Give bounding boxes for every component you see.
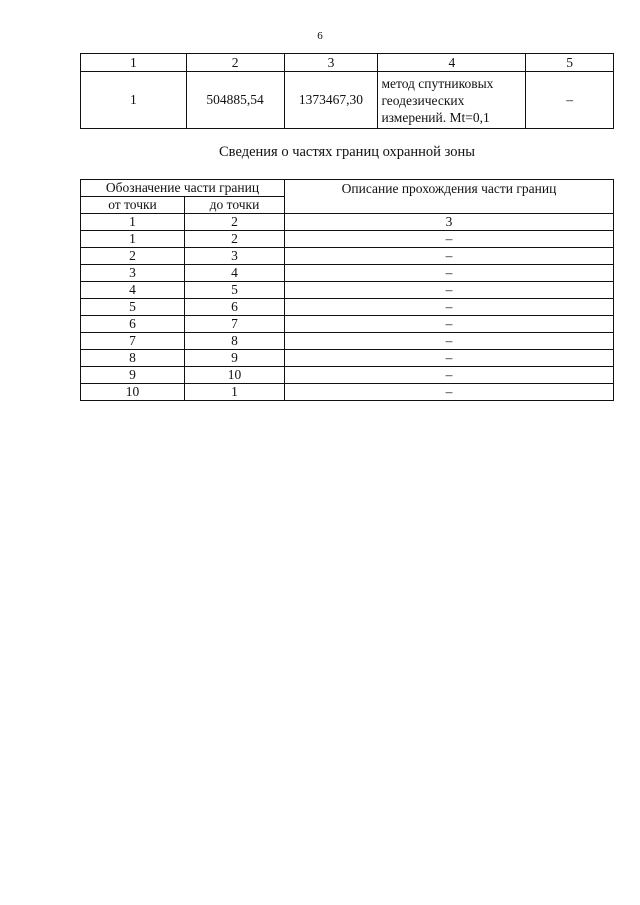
from-point-cell: 9 bbox=[81, 367, 185, 384]
coordinates-row bbox=[81, 72, 614, 129]
parts-numbering-row bbox=[81, 214, 614, 231]
method-cell bbox=[378, 72, 526, 129]
to-point-cell: 8 bbox=[185, 333, 285, 350]
column-number: 3 bbox=[284, 54, 378, 72]
table-row bbox=[81, 350, 614, 367]
description-cell: – bbox=[285, 248, 614, 265]
column-number: 3 bbox=[285, 214, 614, 231]
column-number: 5 bbox=[526, 54, 614, 72]
to-point-cell: 7 bbox=[185, 316, 285, 333]
column-number: 2 bbox=[186, 54, 284, 72]
to-point-cell: 4 bbox=[185, 265, 285, 282]
x-coordinate: 504885,54 bbox=[186, 72, 284, 129]
to-point-cell: 6 bbox=[185, 299, 285, 316]
table-row bbox=[81, 231, 614, 248]
to-point-cell: 3 bbox=[185, 248, 285, 265]
from-point-cell: 1 bbox=[81, 231, 185, 248]
parts-header-row bbox=[81, 180, 614, 197]
page-number: 6 bbox=[317, 30, 323, 42]
from-point-cell: 10 bbox=[81, 384, 185, 401]
from-point-cell: 4 bbox=[81, 282, 185, 299]
description-cell: – bbox=[285, 282, 614, 299]
to-point-cell: 5 bbox=[185, 282, 285, 299]
boundary-parts-table bbox=[80, 179, 614, 401]
table-row bbox=[81, 384, 614, 401]
description-cell: – bbox=[285, 265, 614, 282]
to-point-header: до точки bbox=[185, 197, 285, 214]
to-point-cell: 10 bbox=[185, 367, 285, 384]
from-point-header: от точки bbox=[81, 197, 185, 214]
table-row bbox=[81, 248, 614, 265]
table-row bbox=[81, 282, 614, 299]
description-cell: – bbox=[285, 231, 614, 248]
to-point-cell: 1 bbox=[185, 384, 285, 401]
description-cell: – bbox=[285, 299, 614, 316]
table-row bbox=[81, 333, 614, 350]
method-line: метод спутниковых bbox=[381, 75, 494, 91]
coordinates-header-row bbox=[81, 54, 614, 72]
from-point-cell: 5 bbox=[81, 299, 185, 316]
column-number: 4 bbox=[378, 54, 526, 72]
method-line: измерений. Mt=0,1 bbox=[381, 109, 490, 125]
description-cell: – bbox=[285, 333, 614, 350]
point-description: – bbox=[526, 72, 614, 129]
from-point-cell: 8 bbox=[81, 350, 185, 367]
column-number: 1 bbox=[81, 54, 187, 72]
section-title: Сведения о частях границ охранной зоны bbox=[219, 144, 475, 160]
description-header: Описание прохождения части границ bbox=[285, 180, 614, 214]
to-point-cell: 2 bbox=[185, 231, 285, 248]
from-point-cell: 6 bbox=[81, 316, 185, 333]
parts-body bbox=[81, 231, 614, 401]
table-row bbox=[81, 299, 614, 316]
method-line: геодезических bbox=[381, 92, 465, 108]
column-number: 2 bbox=[185, 214, 285, 231]
group-header: Обозначение части границ bbox=[81, 180, 285, 197]
column-number: 1 bbox=[81, 214, 185, 231]
to-point-cell: 9 bbox=[185, 350, 285, 367]
from-point-cell: 3 bbox=[81, 265, 185, 282]
point-number: 1 bbox=[81, 72, 187, 129]
y-coordinate: 1373467,30 bbox=[284, 72, 378, 129]
from-point-cell: 2 bbox=[81, 248, 185, 265]
description-cell: – bbox=[285, 316, 614, 333]
description-cell: – bbox=[285, 367, 614, 384]
table-row bbox=[81, 367, 614, 384]
coordinates-table bbox=[80, 53, 614, 129]
description-cell: – bbox=[285, 384, 614, 401]
table-row bbox=[81, 265, 614, 282]
from-point-cell: 7 bbox=[81, 333, 185, 350]
table-row bbox=[81, 316, 614, 333]
description-cell: – bbox=[285, 350, 614, 367]
